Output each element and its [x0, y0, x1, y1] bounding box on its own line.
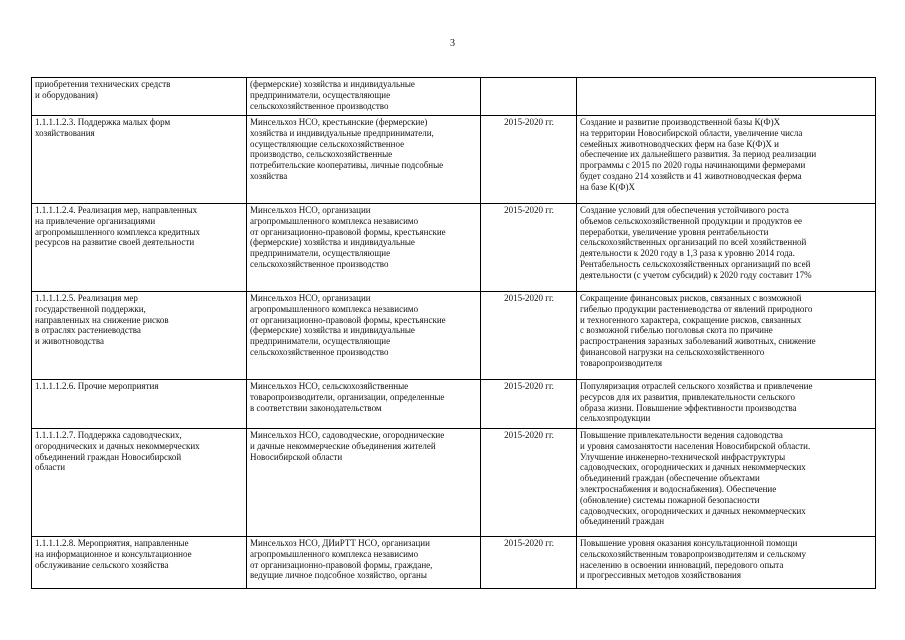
measure-cell: 1.1.1.1.2.6. Прочие мероприятия [32, 380, 247, 429]
result-cell: Повышение привлекательности ведения садоводства и уровня самозанятости населения Новосибирской области. Улучшение инженерно-технической инфраструктуры садоводческих, огороднических и дачных некоммерческих объединений граждан (обеспечение объектами электроснабжения и водоснабжения). Обеспечение (обновление) системы пожарной безопасности садоводческих, огороднических и дачных некоммерческих объединений граждан [577, 429, 876, 537]
table-row [32, 537, 876, 589]
measure-cell: 1.1.1.1.2.8. Мероприятия, направленные на информационное и консультационное обслуживание сельского хозяйства [32, 537, 247, 589]
term-cell: 2015-2020 гг. [481, 204, 577, 292]
measure-cell: 1.1.1.1.2.3. Поддержка малых форм хозяйствования [32, 116, 247, 204]
table-row [32, 380, 876, 429]
executors-cell: Минсельхоз НСО, ДИиРТТ НСО, организации агропромышленного комплекса независимо от организационно-правовой формы, граждане, ведущие личное подсобное хозяйство, органы [247, 537, 481, 589]
term-cell [481, 78, 577, 116]
measure-cell: 1.1.1.1.2.4. Реализация мер, направленных на привлечение организациями агропромышленного комплекса кредитных ресурсов на развитие своей деятельности [32, 204, 247, 292]
executors-cell: Минсельхоз НСО, сельскохозяйственные товаропроизводители, организации, определенные в соответствии законодательством [247, 380, 481, 429]
result-cell: Популяризация отраслей сельского хозяйства и привлечение ресурсов для их развития, привлекательности сельского образа жизни. Повышение эффективности производства сельхозпродукции [577, 380, 876, 429]
measure-cell: 1.1.1.1.2.5. Реализация мер государственной поддержки, направленных на снижение рисков в отраслях растениеводства и животноводства [32, 292, 247, 380]
executors-cell: Минсельхоз НСО, организации агропромышленного комплекса независимо от организационно-правовой формы, крестьянские (фермерские) хозяйства и индивидуальные предприниматели, осуществляющие сельскохозяйственное производство [247, 292, 481, 380]
executors-cell: Минсельхоз НСО, крестьянские (фермерские) хозяйства и индивидуальные предприниматели, осуществляющие сельскохозяйственное производство, сельскохозяйственные потребительские кооперативы, личные подсобные хозяйства [247, 116, 481, 204]
term-cell: 2015-2020 гг. [481, 116, 577, 204]
measure-cell: приобретения технических средств и оборудования) [32, 78, 247, 116]
measures-table [31, 77, 876, 589]
executors-cell: (фермерские) хозяйства и индивидуальные предприниматели, осуществляющие сельскохозяйственное производство [247, 78, 481, 116]
result-cell: Сокращение финансовых рисков, связанных с возможной гибелью продукции растениеводства от явлений природного и техногенного характера, сокращение рисков, связанных с возможной гибелью поголовья скота по причине распространения заразных заболеваний животных, снижение финансовой нагрузки на сельскохозяйственного товаропроизводителя [577, 292, 876, 380]
result-cell [577, 78, 876, 116]
table-row [32, 429, 876, 537]
page-number: 3 [450, 38, 455, 49]
result-cell: Создание условий для обеспечения устойчивого роста объемов сельскохозяйственной продукции и продуктов ее переработки, увеличение уровня рентабельности сельскохозяйственных организаций по всей хозяйственной деятельности к 2020 году в 1,3 раза к уровню 2014 года. Рентабельность сельскохозяйственных организаций по всей деятельности (с учетом субсидий) к 2020 году составит 17% [577, 204, 876, 292]
result-cell: Создание и развитие производственной базы К(Ф)Х на территории Новосибирской области, увеличение числа семейных животноводческих ферм на базе К(Ф)Х и обеспечение их дальнейшего развития. За период реализации программы с 2015 по 2020 годы начинающими фермерами будет создано 214 хозяйств и 41 животноводческая ферма на базе К(Ф)Х [577, 116, 876, 204]
result-cell: Повышение уровня оказания консультационной помощи сельскохозяйственным товаропроизводителям и сельскому населению в освоении инноваций, передового опыта и прогрессивных методов хозяйствования [577, 537, 876, 589]
term-cell: 2015-2020 гг. [481, 380, 577, 429]
executors-cell: Минсельхоз НСО, организации агропромышленного комплекса независимо от организационно-правовой формы, крестьянские (фермерские) хозяйства и индивидуальные предприниматели, осуществляющие сельскохозяйственное производство [247, 204, 481, 292]
table-row [32, 204, 876, 292]
term-cell: 2015-2020 гг. [481, 292, 577, 380]
executors-cell: Минсельхоз НСО, садоводческие, огороднические и дачные некоммерческие объединения жителей Новосибирской области [247, 429, 481, 537]
term-cell: 2015-2020 гг. [481, 429, 577, 537]
term-cell: 2015-2020 гг. [481, 537, 577, 589]
measure-cell: 1.1.1.1.2.7. Поддержка садоводческих, огороднических и дачных некоммерческих объединений граждан Новосибирской области [32, 429, 247, 537]
table-row [32, 78, 876, 116]
table-row [32, 116, 876, 204]
table-row [32, 292, 876, 380]
